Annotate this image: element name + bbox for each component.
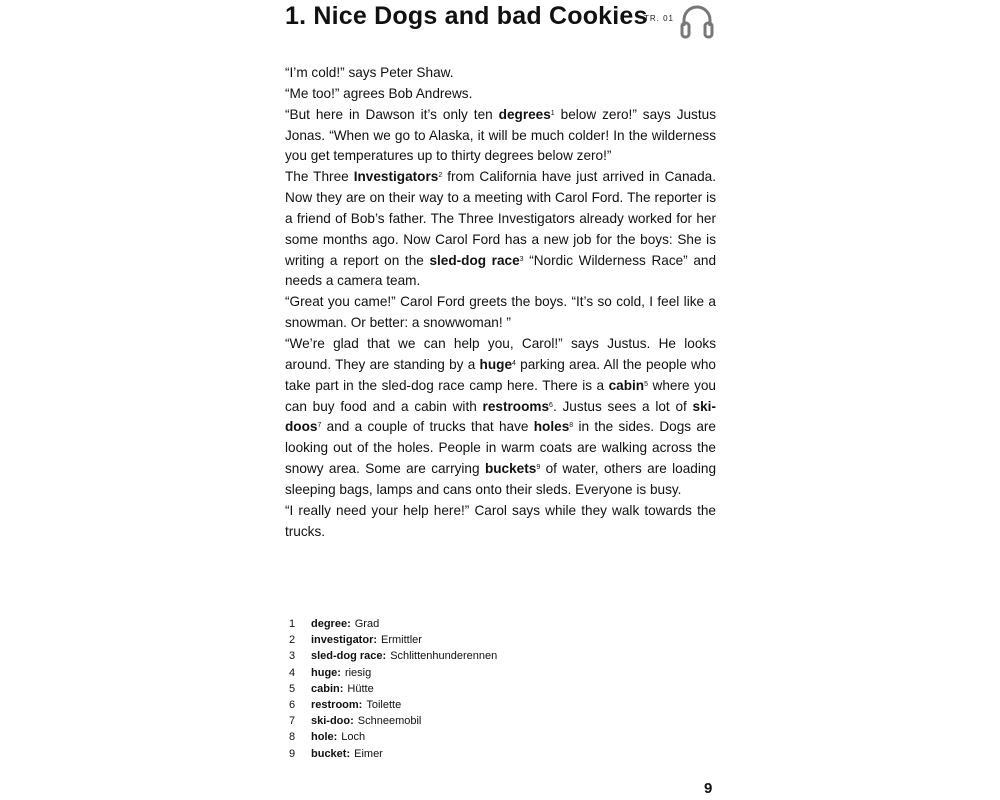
footnote-marker: 1 <box>550 109 555 117</box>
text-run: of water, others are loading sleeping bags, lamps and cans onto their sleds. Everyone is busy. <box>285 461 716 497</box>
vocabulary-term: bucket: <box>311 747 351 760</box>
story-text <box>285 63 716 542</box>
footnote-number: 2 <box>289 634 296 647</box>
story-paragraph <box>285 84 716 105</box>
vocabulary-term: restroom: <box>311 699 363 712</box>
footnote-marker: 5 <box>644 380 649 388</box>
footnote-marker: 7 <box>317 422 322 430</box>
story-paragraph <box>285 501 716 543</box>
footnote-marker: 2 <box>438 172 443 180</box>
text-run: below zero!” says Justus Jonas. “When we go to Alaska, it will be much colder! In the wilderness you get temperatures up to thirty degrees below zero!” <box>285 106 716 164</box>
vocabulary-translation: Hütte <box>347 682 374 695</box>
vocabulary-item <box>289 616 497 632</box>
vocabulary-item <box>289 681 497 697</box>
vocabulary-term: ski-doo: <box>311 715 354 728</box>
footnote-marker: 8 <box>569 422 574 430</box>
footnote-marker: 9 <box>536 464 541 472</box>
text-run: . Justus sees a lot of <box>552 398 693 414</box>
vocabulary-item <box>289 648 497 664</box>
vocabulary-translation: Ermittler <box>381 634 422 647</box>
vocabulary-item <box>289 632 497 648</box>
footnote-marker: 3 <box>519 255 524 263</box>
vocab-word: cabin <box>608 377 645 393</box>
vocab-word: sled-dog race <box>429 252 520 268</box>
vocabulary-item <box>289 729 497 745</box>
text-run: “We’re glad that we can help you, Carol!” says Justus. He looks around. They are standing by a <box>285 335 716 372</box>
vocabulary-item <box>289 713 497 729</box>
text-run: and a couple of trucks that have <box>321 419 534 435</box>
text-run: from California have just arrived in Canada. Now they are on their way to a meeting with Carol Ford. The reporter is a friend of Bob’s father. The Three Investigators already worked for her some months ago. Now Carol Ford has a new job for the boys: She is writing a report on the <box>285 169 716 268</box>
text-run: “Nordic Wilderness Race” and needs a camera team. <box>285 252 717 289</box>
story-paragraph <box>285 334 716 501</box>
vocabulary-list <box>289 616 497 762</box>
footnote-number: 6 <box>289 699 296 712</box>
vocab-word: degrees <box>498 106 551 122</box>
vocabulary-term: degree: <box>311 618 351 630</box>
vocabulary-translation: Toilette <box>366 699 402 712</box>
text-run: parking area. All the people who take part in the sled-dog race camp here. There is a <box>285 356 716 393</box>
vocabulary-translation: Loch <box>341 731 366 744</box>
vocab-word: restrooms <box>482 398 550 414</box>
footnote-number: 1 <box>289 618 296 630</box>
footnote-number: 7 <box>289 715 296 728</box>
vocabulary-term: sled-dog race: <box>311 650 387 663</box>
headphones-icon <box>679 2 715 40</box>
text-run: “Great you came!” Carol Ford greets the boys. “It’s so cold, I feel like a snowman. Or better: a snowwoman! ” <box>285 294 716 331</box>
chapter-title: 1. Nice Dogs and bad Cookies <box>285 2 648 30</box>
footnote-marker: 4 <box>512 359 516 367</box>
footnote-number: 9 <box>289 747 296 760</box>
vocabulary-translation: Eimer <box>354 747 383 760</box>
vocabulary-term: huge: <box>311 666 341 679</box>
vocab-word: buckets <box>484 461 537 477</box>
page-number: 9 <box>704 780 713 797</box>
story-paragraph <box>285 63 716 84</box>
story-paragraph <box>285 292 716 334</box>
text-run: where you can buy food and a cabin with <box>285 377 716 414</box>
text-run: The Three <box>285 169 354 185</box>
text-run: in the sides. Dogs are looking out of the holes. People in warm coats are walking across the snowy area. Some are carrying <box>285 419 716 477</box>
vocabulary-term: cabin: <box>311 682 344 695</box>
vocab-word: Investigators <box>353 169 439 185</box>
text-run: “But here in Dawson it’s only ten <box>285 106 499 122</box>
vocabulary-translation: Schneemobil <box>357 715 422 728</box>
vocabulary-translation: riesig <box>344 666 372 679</box>
footnote-marker: 6 <box>549 401 553 409</box>
text-run: “Me too!” agrees Bob Andrews. <box>285 85 473 101</box>
story-paragraph <box>285 167 716 292</box>
text-run: “I really need your help here!” Carol says while they walk towards the trucks. <box>285 502 716 539</box>
footnote-number: 3 <box>289 650 296 663</box>
footnote-number: 4 <box>289 666 296 679</box>
vocabulary-item <box>289 697 497 713</box>
vocab-word: ski-doos <box>285 398 716 435</box>
vocabulary-term: hole: <box>311 731 338 744</box>
vocabulary-term: investigator: <box>311 634 378 647</box>
vocabulary-item <box>289 665 497 681</box>
text-run: “I’m cold!” says Peter Shaw. <box>285 65 454 80</box>
vocab-word: holes <box>533 419 570 435</box>
footnote-number: 8 <box>289 731 296 744</box>
vocabulary-translation: Grad <box>354 618 380 630</box>
vocab-word: huge <box>479 356 513 372</box>
story-paragraph <box>285 105 716 168</box>
vocabulary-translation: Schlittenhunderennen <box>390 650 498 663</box>
footnote-number: 5 <box>289 682 296 695</box>
track-label: TR. 01 <box>644 14 675 23</box>
vocabulary-item <box>289 746 497 762</box>
